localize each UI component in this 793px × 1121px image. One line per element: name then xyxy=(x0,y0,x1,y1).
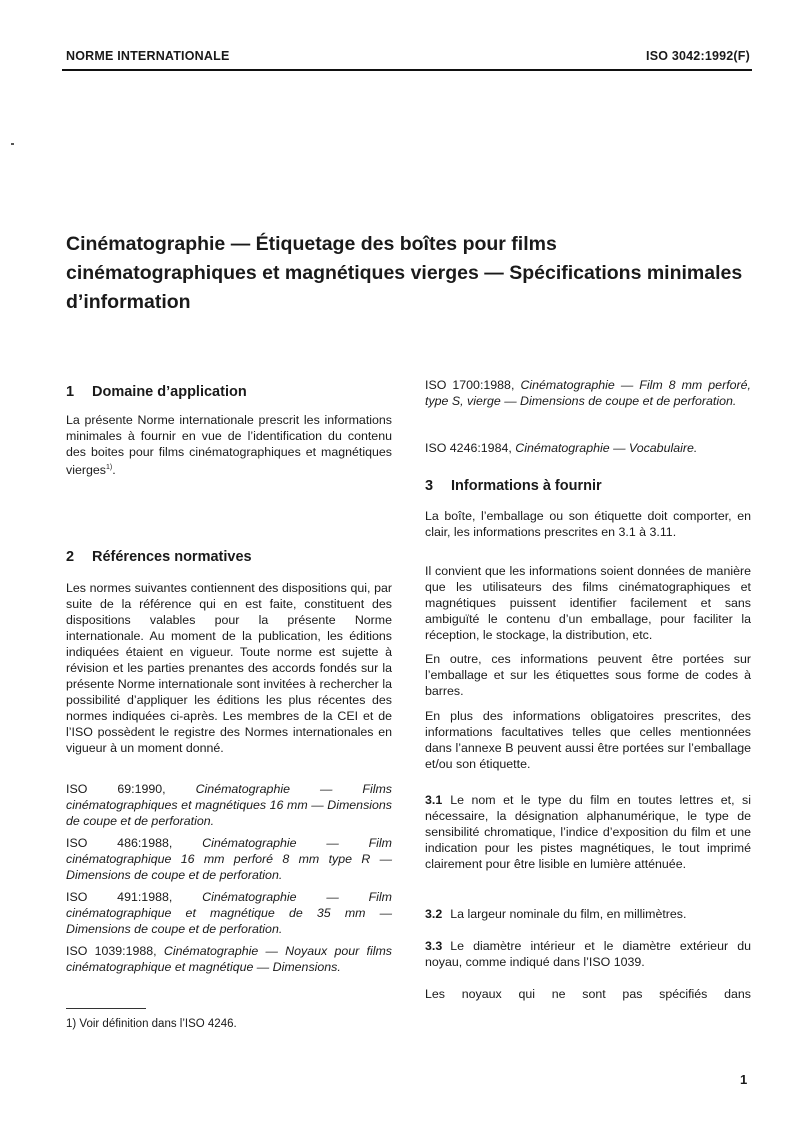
section-number: 1 xyxy=(66,384,75,400)
standard-number: ISO 3042:1992(F) xyxy=(646,49,750,63)
section-title: Informations à fournir xyxy=(451,478,602,494)
paragraph-text: La présente Norme internationale prescrit les informations minimales à fournir en vue de l’identification du contenu des boites pour films cinématographiques et magnétiques vierges xyxy=(66,413,392,478)
footnote-rule xyxy=(66,1008,146,1009)
reference-iso-491 xyxy=(66,889,392,937)
section-3-para: En plus des informations obligatoires prescrites, des informations facultatives telles que celles mentionnées dans l’annexe B peuvent aussi être portées sur l’emballage et/ou son étiquette. xyxy=(425,709,751,771)
section-number: 3 xyxy=(425,478,434,494)
reference-iso-4246 xyxy=(425,440,751,456)
ref-code: ISO 1700:1988, xyxy=(425,378,515,392)
ref-title: Cinématographie — Film cinématographique 16 mm perforé 8 mm type R — Dimensions de coupe et de perforation. xyxy=(66,836,392,882)
section-3-para: En outre, ces informations peuvent être portées sur l’emballage et sur les étiquettes sous forme de codes à barres. xyxy=(425,652,751,698)
section-title: Références normatives xyxy=(92,549,252,565)
reference-iso-1039 xyxy=(66,943,392,975)
ref-title: Cinématographie — Vocabulaire. xyxy=(515,441,698,455)
clause-text: Le nom et le type du film en toutes lettres et, si nécessaire, la désignation alphanumérique, le type de sensibilité chromatique, l’indice d’exposition du film et une indication pour les pistes magnétiques, le tout imprimé clairement pour être lisible en lumière atténuée. xyxy=(425,793,751,871)
ref-title: Cinématographie — Film 8 mm perforé, type S, vierge — Dimensions de coupe et de perforation. xyxy=(425,378,751,408)
ref-code: ISO 4246:1984, xyxy=(425,441,512,455)
section-1-text: La présente Norme internationale prescrit les informations minimales à fournir en vue de l’identification du contenu des boites pour films cinématographiques et magnétiques vierges$^{1)}$. xyxy=(66,413,392,478)
clause-3-2 xyxy=(425,906,751,922)
section-number: 2 xyxy=(66,549,75,565)
footnote-ref[interactable]: 1) xyxy=(105,464,113,471)
footnote: 1) Voir définition dans l’ISO 4246. xyxy=(66,1018,237,1030)
ref-code: ISO 486:1988, xyxy=(66,836,173,850)
clause-3-1 xyxy=(425,792,751,872)
ref-title: Cinématographie — Noyaux pour films cinématographique et magnétique — Dimensions. xyxy=(66,944,392,974)
document-title: Cinématographie — Étiquetage des boîtes pour films cinématographiques et magnétiques vierges — Spécifications minimales d’information xyxy=(66,233,743,313)
ref-code: ISO 491:1988, xyxy=(66,890,173,904)
section-3-heading xyxy=(425,478,751,494)
section-2-text: Les normes suivantes contiennent des dispositions qui, par suite de la référence qui en est faite, constituent des dispositions valables pour la présente Norme internationale. Au moment de la publication, les éditions indiquées étaient en vigueur. Toute norme est sujette à révision et les parties prenantes des accords fondés sur la présente Norme internationale sont invitées à rechercher la possibilité d’appliquer les éditions les plus récentes des normes indiquées ci-après. Les membres de la CEI et de l’ISO possèdent le registre des Normes internationales en vigueur à un moment donné. xyxy=(66,581,392,755)
section-1-heading xyxy=(66,384,392,400)
ref-title: Cinématographie — Film cinématographique et magnétique de 35 mm — Dimensions de coupe et de perforation. xyxy=(66,890,392,936)
document-type: NORME INTERNATIONALE xyxy=(66,49,230,63)
ref-code: ISO 1039:1988, xyxy=(66,944,157,958)
reference-iso-486 xyxy=(66,835,392,883)
section-3-para: Il convient que les informations soient données de manière que les utilisateurs des films cinématographiques et magnétiques puissent identifier facilement et sans ambiguïté le contenu d’un emballage, pour faciliter la réception, le stockage, la distribution, etc. xyxy=(425,564,751,642)
section-2-heading xyxy=(66,549,392,565)
clause-text: La largeur nominale du film, en millimètres. xyxy=(450,907,687,921)
section-3-para: La boîte, l’emballage ou son étiquette doit comporter, en clair, les informations prescrites en 3.1 à 3.11. xyxy=(425,509,751,539)
clause-3-3 xyxy=(425,938,751,970)
ref-code: ISO 69:1990, xyxy=(66,782,166,796)
section-title: Domaine d’application xyxy=(92,384,247,400)
header-rule xyxy=(62,69,752,71)
section-3-trailing: Les noyaux qui ne sont pas spécifiés dans xyxy=(425,987,751,1001)
page-number: 1 xyxy=(740,1072,748,1087)
scan-mark xyxy=(11,143,14,145)
clause-number: 3.3 xyxy=(425,939,443,953)
reference-iso-1700 xyxy=(425,377,751,409)
clause-number: 3.2 xyxy=(425,907,443,921)
ref-title: Cinématographie — Films cinématographiques et magnétiques 16 mm — Dimensions de coupe et de perforation. xyxy=(66,782,392,828)
reference-iso-69 xyxy=(66,781,392,829)
clause-text: Le diamètre intérieur et le diamètre extérieur du noyau, comme indiqué dans l’ISO 1039. xyxy=(425,939,751,969)
clause-number: 3.1 xyxy=(425,793,443,807)
